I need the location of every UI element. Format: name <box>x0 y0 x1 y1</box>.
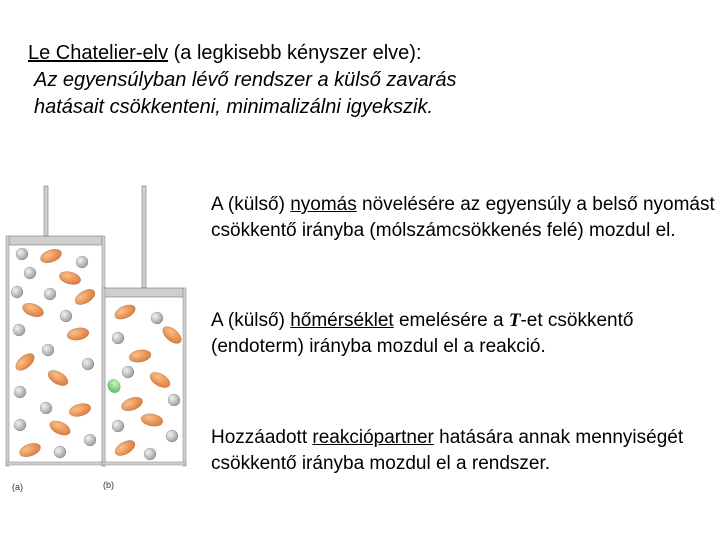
gray-molecule <box>168 394 180 406</box>
gray-molecule <box>40 402 52 414</box>
gray-molecule <box>144 448 156 460</box>
gray-molecule <box>44 288 56 300</box>
orange-molecule <box>160 323 185 346</box>
pressure-paragraph <box>211 192 716 244</box>
gray-molecule <box>82 358 94 370</box>
p2-text-after: -et csökkentő (endoterm) irányba mozdul el a reakció. <box>211 310 634 357</box>
orange-molecule <box>112 437 137 458</box>
piston-rod-b <box>142 186 146 288</box>
label-b: (b) <box>103 480 114 490</box>
reactant-paragraph <box>211 425 716 477</box>
p2-text-middle: emelésére a <box>393 310 509 331</box>
p3-text-after: hatására annak mennyiségét csökkentő irányba mozdul el a rendszer. <box>211 427 684 474</box>
gray-molecule <box>54 446 66 458</box>
keyword-reactant: reakciópartner <box>312 427 434 448</box>
cylinder-base-b <box>102 462 186 465</box>
gray-molecule <box>14 419 26 431</box>
p3-text-before: Hozzáadott <box>211 427 313 448</box>
gray-molecule <box>11 286 23 298</box>
cylinder-wall-b-right <box>183 288 186 466</box>
principle-header <box>28 40 456 121</box>
cylinder-a <box>6 186 105 466</box>
keyword-temperature: hőmérséklet <box>290 310 394 331</box>
gray-molecule <box>16 248 28 260</box>
cylinder-wall-a-left <box>6 236 9 466</box>
orange-molecule <box>128 348 152 364</box>
p2-text-before: A (külső) <box>211 310 291 331</box>
gray-molecule <box>151 312 163 324</box>
principle-term-rest: (a legkisebb kényszer elve): <box>168 42 422 64</box>
piston-head-a <box>9 236 102 245</box>
orange-molecule <box>66 326 90 342</box>
gray-molecule <box>42 344 54 356</box>
gray-molecule <box>122 366 134 378</box>
p1-text-before: A (külső) <box>211 194 291 215</box>
orange-molecule <box>18 441 43 460</box>
gray-molecule <box>84 434 96 446</box>
orange-molecule <box>39 247 64 266</box>
gray-molecule <box>24 267 36 279</box>
orange-molecule <box>120 395 145 414</box>
label-a: (a) <box>12 482 23 492</box>
p1-text-after: növelésére az egyensúly a belső nyomást csökkentő irányba (mólszámcsökkenés felé) mozdul el. <box>211 194 715 241</box>
keyword-pressure: nyomás <box>290 194 357 215</box>
piston-rod-a <box>44 186 48 236</box>
piston-head-b <box>104 288 183 297</box>
gray-molecule <box>14 386 26 398</box>
temperature-symbol: T <box>508 310 521 331</box>
orange-molecule <box>47 418 72 438</box>
temperature-paragraph <box>211 308 716 360</box>
piston-illustration <box>0 180 200 500</box>
molecules-a <box>11 247 98 460</box>
gray-molecule <box>76 256 88 268</box>
orange-molecule <box>140 412 164 428</box>
cylinder-b <box>102 186 186 466</box>
green-molecule <box>105 377 122 395</box>
gray-molecule <box>60 310 72 322</box>
orange-molecule <box>112 302 137 322</box>
principle-title <box>28 40 456 67</box>
orange-molecule <box>13 350 38 373</box>
cylinder-base-a <box>6 462 105 465</box>
gray-molecule <box>112 332 124 344</box>
molecules-b <box>105 302 184 460</box>
gray-molecule <box>112 420 124 432</box>
orange-molecule <box>68 401 92 418</box>
orange-molecule <box>58 269 82 286</box>
orange-molecule <box>72 286 97 307</box>
principle-definition-line-1: Az egyensúlyban lévő rendszer a külső zavarás <box>34 69 457 91</box>
principle-definition-line-2: hatásait csökkenteni, minimalizálni igyekszik. <box>34 96 434 118</box>
principle-term: Le Chatelier-elv <box>28 42 169 64</box>
orange-molecule <box>45 367 70 388</box>
orange-molecule <box>147 369 172 390</box>
orange-molecule <box>21 301 46 320</box>
gray-molecule <box>166 430 178 442</box>
gray-molecule <box>13 324 25 336</box>
cylinder-wall-b-left <box>102 288 105 466</box>
